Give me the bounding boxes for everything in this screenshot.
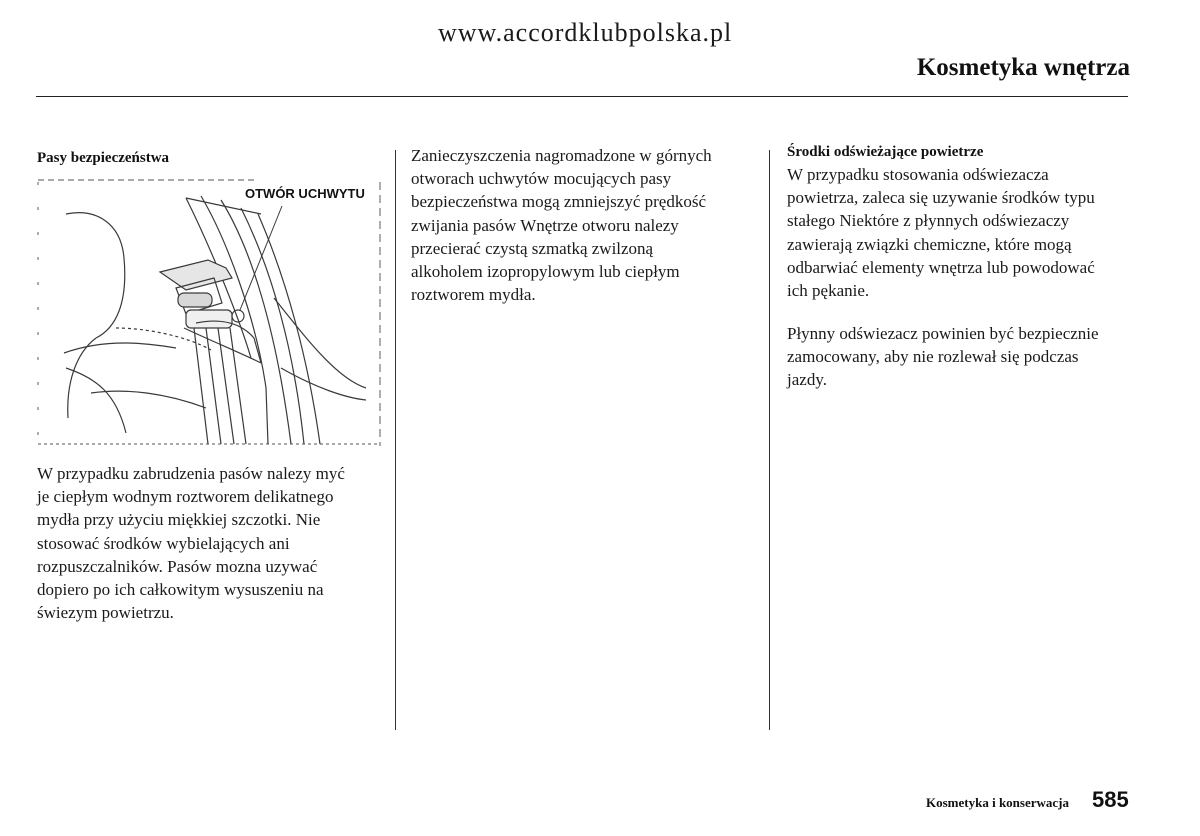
text-line: stosować środków wybielających ani [37, 533, 290, 553]
air-fresheners-paragraph [787, 163, 1095, 302]
text-line: je ciepłym wodnym roztworem delikatnego [37, 487, 334, 507]
text-line: przecierać czystą szmatką zwilzoną [411, 238, 654, 258]
header-divider [36, 96, 1128, 97]
liquid-freshener-paragraph [787, 322, 1099, 392]
seat-belts-heading: Pasy bezpieczeństwa [37, 150, 170, 166]
anchor-cleaning-paragraph [411, 144, 712, 306]
figure-callout-label: OTWÓR UCHWYTU [245, 186, 365, 201]
text-line: odbarwiać elementy wnętrza lub powodować [787, 257, 1095, 277]
chapter-label: Kosmetyka i konserwacja [926, 795, 1069, 810]
text-line: Zanieczyszczenia nagromadzone w górnych [411, 146, 712, 165]
text-line: W przypadku zabrudzenia pasów nalezy myć [37, 464, 345, 483]
text-line: zwijania pasów Wnętrze otworu nalezy [411, 215, 679, 235]
column-divider-left [395, 150, 396, 730]
text-line: stałego Niektóre z płynnych odświezaczy [787, 211, 1070, 231]
text-line: powietrza, zaleca się uzywanie środków typu [787, 188, 1095, 208]
page-number: 585 [1092, 787, 1129, 812]
text-line: świezym powietrzu. [37, 603, 174, 623]
column-divider-right [769, 150, 770, 730]
text-line: zawierają związki chemiczne, które mogą [787, 234, 1072, 254]
air-fresheners-heading: Środki odświeżające powietrze [787, 144, 984, 160]
text-line: ich pękanie. [787, 281, 870, 301]
text-line: zamocowany, aby nie rozlewał się podczas [787, 347, 1079, 367]
text-line: W przypadku stosowania odświezacza [787, 165, 1049, 184]
text-line: Płynny odświezacz powinien być bezpiecznie [787, 324, 1099, 343]
text-line: alkoholem izopropylowym lub ciepłym [411, 262, 680, 282]
page-section-title: Kosmetyka wnętrza [916, 54, 1130, 81]
text-line: mydła przy użyciu miękkiej szczotki. Nie [37, 510, 321, 530]
text-line: roztworem mydła. [411, 285, 536, 305]
text-line: rozpuszczalników. Pasów mozna uzywać [37, 556, 318, 576]
seat-belt-anchor-illustration [36, 178, 382, 446]
text-line: dopiero po ich całkowitym wysuszeniu na [37, 580, 324, 600]
text-line: jazdy. [787, 370, 827, 390]
text-line: otworach uchwytów mocujących pasy [411, 169, 672, 189]
seat-belts-paragraph [37, 462, 345, 624]
site-url: www.accordklubpolska.pl [438, 18, 733, 47]
text-line: bezpieczeństwa mogą zmniejszyć prędkość [411, 192, 707, 212]
